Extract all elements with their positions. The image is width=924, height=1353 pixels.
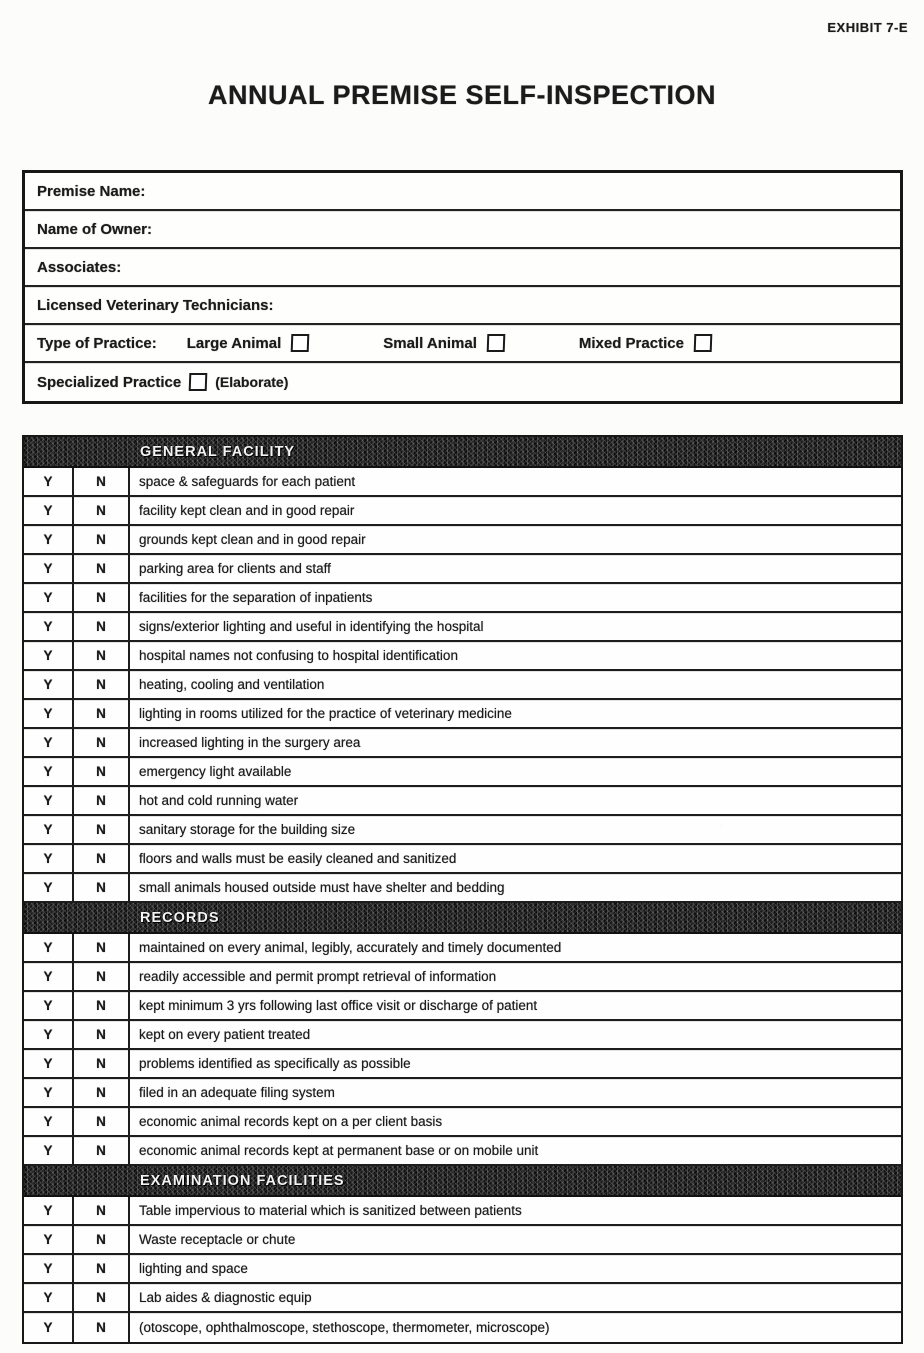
large-animal-checkbox[interactable] [291,334,310,352]
checklist-item-label: hot and cold running water [139,793,299,808]
no-cell[interactable]: N [74,497,130,524]
small-animal-label: Small Animal [383,334,477,352]
checklist-item-label: Lab aides & diagnostic equip [139,1290,312,1305]
checklist-row [24,729,901,758]
checklist-row [24,1197,901,1226]
checklist-row [24,874,901,903]
checklist-item-label: Table impervious to material which is sanitized between patients [139,1203,522,1218]
mixed-practice-label: Mixed Practice [578,334,684,352]
no-cell[interactable]: N [74,758,130,785]
checklist-item-label: floors and walls must be easily cleaned and sanitized [139,851,457,866]
yes-cell[interactable]: Y [24,642,74,669]
no-cell[interactable]: N [74,1313,130,1342]
yes-cell[interactable]: Y [24,816,74,843]
no-cell[interactable]: N [74,584,130,611]
mixed-practice-checkbox[interactable] [694,334,713,352]
premise-info-form [22,170,903,404]
yes-cell[interactable]: Y [24,758,74,785]
checklist-item-label: maintained on every animal, legibly, accurately and timely documented [139,940,562,955]
no-cell[interactable]: N [74,1226,130,1253]
checklist-row [24,1108,901,1137]
specialized-practice-checkbox[interactable] [189,373,208,391]
checklist-row [24,497,901,526]
no-cell[interactable]: N [74,1050,130,1077]
yes-cell[interactable]: Y [24,555,74,582]
checklist-row [24,1021,901,1050]
checklist-item-label: space & safeguards for each patient [139,474,356,489]
no-cell[interactable]: N [74,526,130,553]
checklist-item-label: heating, cooling and ventilation [139,677,325,692]
checklist-row [24,584,901,613]
yes-cell[interactable]: Y [24,874,74,901]
checklist-row [24,468,901,497]
checklist-item-label: readily accessible and permit prompt retrieval of information [139,969,497,984]
checklist-row [24,963,901,992]
no-cell[interactable]: N [74,1197,130,1224]
checklist-item-label: signs/exterior lighting and useful in identifying the hospital [139,619,484,634]
yes-cell[interactable]: Y [24,1108,74,1135]
premise-name-input[interactable] [153,173,888,209]
premise-name-row [25,173,900,211]
checklist-row [24,642,901,671]
practice-type-label: Type of Practice: [37,334,157,352]
checklist-row [24,1313,901,1342]
checklist-item-label: increased lighting in the surgery area [139,735,361,750]
no-cell[interactable]: N [74,642,130,669]
checklist-item-label: kept on every patient treated [139,1027,311,1042]
no-cell[interactable]: N [74,1021,130,1048]
checklist-row [24,816,901,845]
yes-cell[interactable]: Y [24,1137,74,1164]
checklist-row [24,934,901,963]
vet-technicians-input[interactable] [281,287,888,323]
inspection-checklist [22,435,903,1344]
specialized-practice-label: Specialized Practice [37,373,182,391]
yes-cell[interactable]: Y [24,526,74,553]
yes-cell[interactable]: Y [24,934,74,961]
associates-label: Associates: [37,258,122,276]
elaborate-note: (Elaborate) [215,374,289,390]
checklist-item-label: sanitary storage for the building size [139,822,356,837]
small-animal-checkbox[interactable] [487,334,506,352]
yes-cell[interactable]: Y [24,700,74,727]
checklist-row [24,758,901,787]
checklist-item-label: (otoscope, ophthalmoscope, stethoscope, thermometer, microscope) [139,1320,550,1335]
no-cell[interactable]: N [74,1284,130,1311]
no-cell[interactable]: N [74,1079,130,1106]
no-cell[interactable]: N [74,555,130,582]
yes-cell[interactable]: Y [24,1197,74,1224]
yes-cell[interactable]: Y [24,613,74,640]
checklist-item-label: small animals housed outside must have shelter and bedding [139,880,505,895]
owner-name-label: Name of Owner: [37,220,153,238]
small-animal-option [383,334,505,352]
checklist-item-label: grounds kept clean and in good repair [139,532,366,547]
practice-type-row [25,325,900,363]
no-cell[interactable]: N [74,787,130,814]
checklist-row [24,1255,901,1284]
specialized-practice-row [25,363,900,401]
large-animal-label: Large Animal [186,334,282,352]
checklist-row [24,992,901,1021]
owner-name-input[interactable] [160,211,888,247]
yes-cell[interactable]: Y [24,1313,74,1342]
checklist-row [24,700,901,729]
checklist-row [24,1284,901,1313]
vet-technicians-label: Licensed Veterinary Technicians: [37,296,274,314]
section-header-general-facility: GENERAL FACILITY [24,437,901,468]
no-cell[interactable]: N [74,729,130,756]
yes-cell[interactable]: Y [24,497,74,524]
mixed-practice-option [579,334,712,352]
checklist-row [24,787,901,816]
checklist-item-label: problems identified as specifically as possible [139,1056,411,1071]
no-cell[interactable]: N [74,1137,130,1164]
exhibit-label: EXHIBIT 7-E [827,20,908,35]
large-animal-option [187,334,309,352]
yes-cell[interactable]: Y [24,963,74,990]
checklist-item-label: parking area for clients and staff [139,561,331,576]
no-cell[interactable]: N [74,963,130,990]
yes-cell[interactable]: Y [24,468,74,495]
checklist-item-label: filed in an adequate filing system [139,1085,335,1100]
checklist-item-label: hospital names not confusing to hospital identification [139,648,458,663]
no-cell[interactable]: N [74,700,130,727]
checklist-item-label: facilities for the separation of inpatients [139,590,373,605]
no-cell[interactable]: N [74,816,130,843]
no-cell[interactable]: N [74,671,130,698]
yes-cell[interactable]: Y [24,1226,74,1253]
checklist-row [24,1226,901,1255]
checklist-row [24,845,901,874]
checklist-item-label: facility kept clean and in good repair [139,503,355,518]
checklist-item-label: Waste receptacle or chute [139,1232,296,1247]
checklist-row [24,1050,901,1079]
checklist-row [24,526,901,555]
checklist-row [24,555,901,584]
yes-cell[interactable]: Y [24,1284,74,1311]
checklist-item-label: emergency light available [139,764,292,779]
no-cell[interactable]: N [74,874,130,901]
no-cell[interactable]: N [74,1108,130,1135]
no-cell[interactable]: N [74,1255,130,1282]
checklist-row [24,613,901,642]
checklist-row [24,1137,901,1166]
no-cell[interactable]: N [74,613,130,640]
no-cell[interactable]: N [74,845,130,872]
associates-row [25,249,900,287]
yes-cell[interactable]: Y [24,1079,74,1106]
owner-name-row [25,211,900,249]
no-cell[interactable]: N [74,992,130,1019]
yes-cell[interactable]: Y [24,584,74,611]
yes-cell[interactable]: Y [24,787,74,814]
no-cell[interactable]: N [74,468,130,495]
yes-cell[interactable]: Y [24,729,74,756]
yes-cell[interactable]: Y [24,1255,74,1282]
checklist-item-label: economic animal records kept on a per client basis [139,1114,443,1129]
yes-cell[interactable]: Y [24,845,74,872]
section-header-records: RECORDS [24,903,901,934]
associates-input[interactable] [129,249,888,285]
checklist-item-label: lighting in rooms utilized for the practice of veterinary medicine [139,706,512,721]
checklist-item-label: lighting and space [139,1261,248,1276]
vet-technicians-row [25,287,900,325]
yes-cell[interactable]: Y [24,671,74,698]
section-header-examination-facilities: EXAMINATION FACILITIES [24,1166,901,1197]
yes-cell[interactable]: Y [24,1021,74,1048]
checklist-item-label: kept minimum 3 yrs following last office visit or discharge of patient [139,998,538,1013]
checklist-row [24,671,901,700]
checklist-row [24,1079,901,1108]
yes-cell[interactable]: Y [24,1050,74,1077]
premise-name-label: Premise Name: [37,182,146,200]
page-title: ANNUAL PREMISE SELF-INSPECTION [207,80,717,110]
no-cell[interactable]: N [74,934,130,961]
checklist-item-label: economic animal records kept at permanent base or on mobile unit [139,1143,539,1158]
yes-cell[interactable]: Y [24,992,74,1019]
